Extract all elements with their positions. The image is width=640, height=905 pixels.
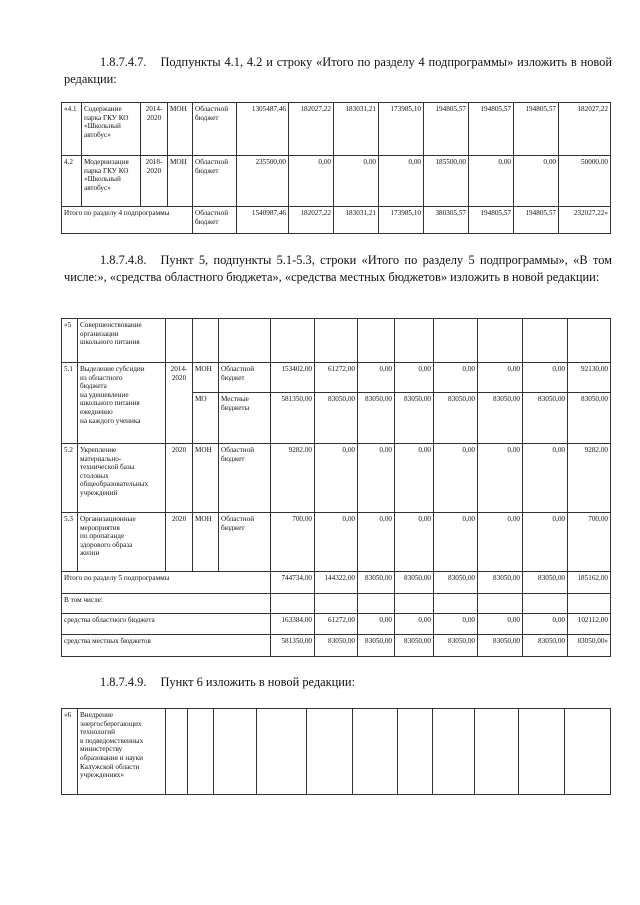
cell-empty	[307, 709, 353, 795]
cell-source: Областной бюджет	[193, 156, 237, 207]
cell-value: 9282,00	[271, 444, 315, 513]
cell-value: 83050,00	[434, 393, 478, 444]
cell-empty	[568, 319, 611, 363]
cell-name: Содержание парка ГКУ КО «Школьный автобус»	[82, 103, 141, 156]
cell-value: 0,00	[434, 363, 478, 393]
cell-value: 185162,00	[568, 572, 611, 594]
cell-value: 163384,00	[271, 614, 315, 635]
cell-value: 83050,00	[434, 572, 478, 594]
cell-value: 182027,22	[289, 103, 334, 156]
cell-name: Внедрение энергосберегающих технологий в подведомственных министерству образования и науки Калужской области учреждениях»	[78, 709, 166, 795]
cell-value: 144322,00	[315, 572, 358, 594]
cell-years: 2020	[166, 444, 193, 513]
cell-empty	[434, 594, 478, 614]
paragraph-2-number: 1.8.7.4.8.	[100, 253, 147, 267]
cell-no: 5.3	[62, 513, 78, 572]
cell-executor: МОН	[193, 444, 219, 513]
cell-source: Местные бюджеты	[219, 393, 271, 444]
table-row-local	[62, 635, 611, 657]
cell-value: 83050,00	[395, 393, 434, 444]
cell-years: 2018- 2020	[141, 156, 168, 207]
table-row	[62, 444, 611, 513]
cell-value: 194805,57	[424, 103, 469, 156]
cell-value: 0,00	[358, 444, 395, 513]
cell-value: 83050,00	[358, 635, 395, 657]
cell-value: 0,00	[523, 513, 568, 572]
paragraph-1	[64, 54, 612, 88]
table-row	[62, 156, 611, 207]
cell-executor: МОН	[168, 156, 193, 207]
cell-value: 0,00	[478, 363, 523, 393]
cell-value: 50000,00	[559, 156, 611, 207]
cell-name: Совершенствование организации школьного питания	[78, 319, 166, 363]
cell-value: 0,00	[315, 444, 358, 513]
cell-total-label: Итого по разделу 4 подпрограммы	[62, 207, 193, 234]
paragraph-3	[64, 674, 612, 691]
cell-empty	[568, 594, 611, 614]
cell-empty	[395, 319, 434, 363]
cell-empty	[315, 594, 358, 614]
cell-empty	[433, 709, 475, 795]
table-section-6	[61, 708, 611, 795]
cell-value: 83050,00	[315, 393, 358, 444]
cell-value: 0,00	[379, 156, 424, 207]
table-row	[62, 103, 611, 156]
cell-value: 102112,00	[568, 614, 611, 635]
cell-value: 83050,00	[434, 635, 478, 657]
cell-executor: МОН	[193, 513, 219, 572]
cell-empty	[523, 319, 568, 363]
cell-value: 194805,57	[514, 103, 559, 156]
cell-source: Областной бюджет	[219, 363, 271, 393]
paragraph-2	[64, 252, 612, 286]
cell-source: Областной бюджет	[193, 207, 237, 234]
cell-no: «6	[62, 709, 78, 795]
cell-value: 173985,10	[379, 207, 424, 234]
cell-value: 581350,00	[271, 635, 315, 657]
cell-value: 0,00	[523, 614, 568, 635]
cell-no: 4.2	[62, 156, 82, 207]
cell-empty	[257, 709, 307, 795]
cell-value: 0,00	[514, 156, 559, 207]
cell-value: 83050,00	[358, 572, 395, 594]
cell-value: 744734,00	[271, 572, 315, 594]
cell-value: 0,00	[395, 513, 434, 572]
cell-empty	[214, 709, 257, 795]
cell-empty	[523, 594, 568, 614]
cell-regional-label: средства областного бюджета	[62, 614, 271, 635]
cell-value: 0,00	[334, 156, 379, 207]
cell-executor: МОН	[193, 363, 219, 393]
cell-empty	[353, 709, 398, 795]
cell-value: 83050,00»	[568, 635, 611, 657]
cell-value: 83050,00	[568, 393, 611, 444]
cell-value: 1305487,46	[237, 103, 289, 156]
table-row	[62, 319, 611, 363]
cell-empty	[315, 319, 358, 363]
table-row-including	[62, 594, 611, 614]
cell-value: 83050,00	[315, 635, 358, 657]
cell-empty	[519, 709, 565, 795]
cell-source: Областной бюджет	[219, 444, 271, 513]
cell-value: 194805,57	[514, 207, 559, 234]
cell-value: 183031,21	[334, 103, 379, 156]
cell-value: 83050,00	[478, 572, 523, 594]
cell-value: 700,00	[568, 513, 611, 572]
cell-value: 61272,00	[315, 614, 358, 635]
cell-years: 2020	[166, 513, 193, 572]
cell-value: 0,00	[434, 513, 478, 572]
cell-name: Модернизация парка ГКУ КО «Школьный автобус»	[82, 156, 141, 207]
cell-empty	[219, 319, 271, 363]
cell-name: Выделение субсидии из областного бюджета на удешевление школьного питания ежедневно на каждого ученика	[78, 363, 166, 444]
table-row-total	[62, 207, 611, 234]
paragraph-2-text: Пункт 5, подпункты 5.1-5.3, строки «Итого по разделу 5 подпрограммы», «В том числе:», «средства областного бюджета», «средства местных бюджетов» изложить в новой редакции:	[64, 253, 612, 284]
cell-value: 0,00	[358, 614, 395, 635]
cell-value: 380305,57	[424, 207, 469, 234]
cell-empty	[395, 594, 434, 614]
cell-value: 0,00	[478, 513, 523, 572]
cell-value: 0,00	[469, 156, 514, 207]
cell-value: 83050,00	[523, 572, 568, 594]
cell-value: 235500,00	[237, 156, 289, 207]
cell-name: Организационные мероприятия по пропаганде здорового образа жизни	[78, 513, 166, 572]
cell-value: 581350,00	[271, 393, 315, 444]
cell-value: 173985,10	[379, 103, 424, 156]
cell-empty	[271, 319, 315, 363]
cell-value: 0,00	[478, 444, 523, 513]
cell-empty	[478, 319, 523, 363]
cell-value: 185500,00	[424, 156, 469, 207]
cell-empty	[398, 709, 433, 795]
cell-value: 83050,00	[523, 635, 568, 657]
cell-years: 2014- 2020	[166, 363, 193, 444]
cell-total-label: Итого по разделу 5 подпрограммы	[62, 572, 271, 594]
cell-no: «4.1	[62, 103, 82, 156]
cell-value: 83050,00	[395, 572, 434, 594]
table-row	[62, 363, 611, 393]
table-row	[62, 709, 611, 795]
table-row-regional	[62, 614, 611, 635]
cell-value: 0,00	[395, 444, 434, 513]
cell-value: 194805,57	[469, 207, 514, 234]
cell-value: 0,00	[358, 363, 395, 393]
cell-value: 83050,00	[395, 635, 434, 657]
cell-no: 5.2	[62, 444, 78, 513]
cell-empty	[188, 709, 214, 795]
cell-empty	[475, 709, 519, 795]
cell-value: 0,00	[478, 614, 523, 635]
cell-value: 9282,00	[568, 444, 611, 513]
cell-empty	[166, 709, 188, 795]
table-section-5	[61, 318, 611, 657]
paragraph-1-number: 1.8.7.4.7.	[100, 55, 147, 69]
cell-value: 194805,57	[469, 103, 514, 156]
cell-value: 0,00	[358, 513, 395, 572]
cell-value: 182027,22	[289, 207, 334, 234]
cell-including-label: В том числе:	[62, 594, 271, 614]
cell-value: 1540987,46	[237, 207, 289, 234]
cell-value: 232027,22»	[559, 207, 611, 234]
cell-source: Областной бюджет	[193, 103, 237, 156]
paragraph-3-number: 1.8.7.4.9.	[100, 675, 147, 689]
cell-value: 0,00	[315, 513, 358, 572]
cell-value: 0,00	[395, 363, 434, 393]
cell-empty	[478, 594, 523, 614]
cell-no: 5.1	[62, 363, 78, 444]
cell-value: 0,00	[395, 614, 434, 635]
cell-value: 153402,00	[271, 363, 315, 393]
cell-empty	[434, 319, 478, 363]
cell-value: 83050,00	[523, 393, 568, 444]
paragraph-3-text: Пункт 6 изложить в новой редакции:	[160, 675, 356, 689]
cell-value: 182027,22	[559, 103, 611, 156]
table-row	[62, 513, 611, 572]
cell-empty	[193, 319, 219, 363]
cell-empty	[166, 319, 193, 363]
cell-empty	[565, 709, 611, 795]
cell-name: Укрепление материально- технической базы столовых общеобразовательных учреждений	[78, 444, 166, 513]
cell-value: 0,00	[434, 614, 478, 635]
cell-value: 83050,00	[358, 393, 395, 444]
cell-local-label: средства местных бюджетов	[62, 635, 271, 657]
cell-empty	[358, 319, 395, 363]
cell-value: 83050,00	[478, 393, 523, 444]
cell-value: 183031,21	[334, 207, 379, 234]
cell-value: 92130,00	[568, 363, 611, 393]
cell-value: 61272,00	[315, 363, 358, 393]
cell-value: 0,00	[523, 444, 568, 513]
cell-value: 0,00	[434, 444, 478, 513]
cell-years: 2014- 2020	[141, 103, 168, 156]
cell-value: 0,00	[289, 156, 334, 207]
cell-empty	[358, 594, 395, 614]
cell-source: Областной бюджет	[219, 513, 271, 572]
cell-executor: МОН	[168, 103, 193, 156]
cell-value: 700,00	[271, 513, 315, 572]
table-section-4	[61, 102, 611, 234]
paragraph-1-text: Подпункты 4.1, 4.2 и строку «Итого по разделу 4 подпрограммы» изложить в новой редакции:	[64, 55, 612, 86]
table-row-total	[62, 572, 611, 594]
cell-value: 0,00	[523, 363, 568, 393]
cell-empty	[271, 594, 315, 614]
cell-value: 83050,00	[478, 635, 523, 657]
cell-executor: МО	[193, 393, 219, 444]
cell-no: «5	[62, 319, 78, 363]
